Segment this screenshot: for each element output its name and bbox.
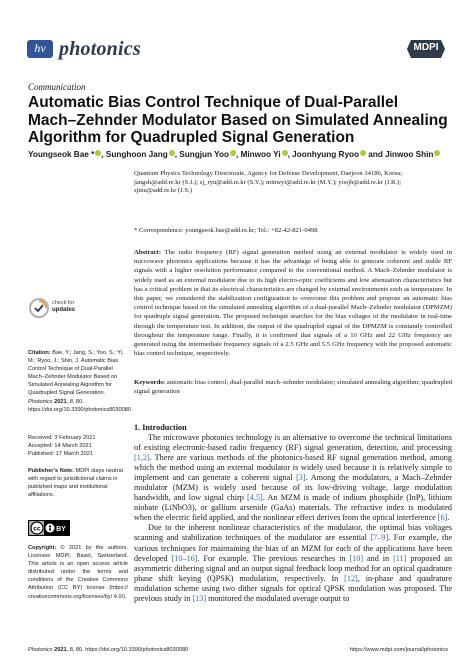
citation-link[interactable]: [3] <box>296 473 306 483</box>
author-name[interactable]: Sungjun Yoo <box>179 150 230 159</box>
cc-by-label: BY <box>56 526 66 533</box>
footer-year: 2021 <box>54 647 67 653</box>
paragraph: The microwave photonics technology is an alternative to overcome the technical limitations of existing electronic-based radio frequency (RF) signal generation, detection, and processing [1,2]. There are various methods of the photonics-based RF signal generation method, among which the method using an external modulator is widely used because it is relatively simple to implement and can generate a coherent signal [3]. Among the modulators, a Mach–Zehnder modulator (MZM) is widely used because of its low-driving voltage, large modulation bandwidth, and low signal chirp [4,5]. An MZM is made of indium phosphide (InP), lithium niobate (LiNbO3), or gallium arsenide (GaAs) materials. The refractive index is modulated when the electric field applied, and the nonlinear effect derives from the optical interference [6]. <box>134 433 452 523</box>
abstract-label: Abstract: <box>134 249 162 256</box>
affiliation-line: jangsh@add.re.kr (S.J.); sj_ryu@add.re.kr (S.Y.); minwyi@add.re.kr (M.Y.); yoojh@add.re.kr (J.R.); <box>134 178 402 186</box>
copyright-label: Copyright: <box>28 545 57 551</box>
affiliation-line: Quantum Physics Technology Directorate, Agency for Defense Development, Daejeon 34186, Korea; <box>134 170 403 177</box>
check-for-updates-button[interactable] <box>29 297 85 321</box>
citation-year: 2021 <box>54 398 67 405</box>
author-mark: * <box>88 150 95 159</box>
published-date: Published: 17 March 2021 <box>28 451 93 458</box>
citation-link[interactable]: [11] <box>393 553 407 563</box>
correspondence: * Correspondence: youngseok.bae@add.re.kr; Tel.: +82-42-821-0498 <box>134 227 318 234</box>
mdpi-logo <box>407 40 445 58</box>
copyright-notice <box>28 544 128 601</box>
journal-logo-text: hv <box>34 41 46 55</box>
citation-link[interactable]: [13] <box>192 593 207 603</box>
abstract <box>134 248 452 358</box>
citation-block: Citation: Bae, Y.; Jang, S.; Yoo, S.; Yi, M.; Ryoo, J.; Shin, J. Automatic Bias Control Technique of Dual-Parallel Mach–Zehnder Modulator Based on Simulated Annealing Algorithm for Quadrupled Signal Generation. Photonics 2021, 8, 80. https://doi.org/10.3390/photonics8030080 <box>28 350 131 413</box>
publisher-note <box>28 467 128 499</box>
accepted-date: Accepted: 14 March 2021 <box>28 443 92 450</box>
cc-label: cc <box>33 525 41 533</box>
author-name[interactable]: Minwoo Yi <box>240 150 281 159</box>
orcid-icon[interactable] <box>434 150 440 156</box>
keywords-label: Keywords: <box>134 379 166 386</box>
mdpi-logo-text: MDPI <box>413 42 439 53</box>
affiliation-line: sjinu@add.re.kr (J.S.) <box>134 187 192 195</box>
citation-link[interactable]: [7–9] <box>370 533 389 543</box>
citation-link[interactable]: [6] <box>437 513 448 523</box>
footer-journal-url[interactable]: https://www.mdpi.com/journal/photonics <box>349 647 448 653</box>
keywords-text: automatic bias control; dual-parallel mach–zehnder modulator; simulated annealing algorithm; quadrupled signal generation <box>134 379 453 396</box>
affiliation <box>134 170 454 196</box>
author-separator: and <box>366 150 386 159</box>
citation-label: Citation: <box>28 350 51 356</box>
footer-citation <box>28 647 188 653</box>
journal-logo <box>27 40 53 58</box>
journal-name: photonics <box>59 38 141 60</box>
footer-journal: Photonics <box>28 647 53 653</box>
section-heading: 1. Introduction <box>134 423 187 432</box>
article-type: Communication <box>28 82 86 92</box>
citation-doi[interactable]: , 80. https://doi.org/10.3390/photonics8030080 <box>28 398 131 413</box>
keywords <box>134 378 452 396</box>
citation-link[interactable]: [12] <box>344 573 358 583</box>
check-updates-icon <box>29 298 49 318</box>
citation-link[interactable]: [4,5] <box>247 493 263 503</box>
orcid-icon[interactable] <box>282 150 288 156</box>
citation-volume: 8 <box>69 398 73 405</box>
cc-by-license-badge[interactable] <box>28 520 70 536</box>
author-name[interactable]: Youngseok Bae <box>28 150 89 159</box>
orcid-icon[interactable] <box>169 150 175 156</box>
citation-journal: Photonics <box>28 398 53 405</box>
copyright-text: © 2021 by the authors. Licensee MDPI, Basel, Switzerland. This article is an open access article distributed under the terms and conditions of the Creative Commons Attribution (CC BY) license (https:// creativecommons.org/licenses/by/ 4.0/). <box>28 545 128 600</box>
paragraph: Due to the inherent nonlinear characteristics of the modulator, the optimal bias voltages scanning and stabilization techniques of the modulator are essential [7–9]. For example, the various techniques for maintaining the bias of an MZM for each of the applications have been developed [10–16]. For example. The previous researches in [10] and in [11] proposed an asymmetric dithering signal and an output signal feedback loop method for an optical quadrature phase shift keying (QPSK) modulation, respectively. In [12], in-phase and quadrature modulation scheme using two dither signals for optical QPSK modulation was proposed. The previous study in [13] monitored the modulated average output to <box>134 523 453 603</box>
author-name[interactable]: Joonhyung Ryoo <box>292 150 360 159</box>
article-title: Automatic Bias Control Technique of Dual-Parallel Mach–Zehnder Modulator Based on Simulated Annealing Algorithm for Quadrupled Signal Generation <box>28 94 448 146</box>
author-name[interactable]: Sunghoon Jang <box>105 150 168 159</box>
check-updates-line2: updates <box>52 307 76 313</box>
footer-doi[interactable]: , 8, 80. https://doi.org/10.3390/photonics8030080 <box>66 647 189 653</box>
citation-link[interactable]: [10] <box>349 553 364 563</box>
orcid-icon[interactable] <box>95 150 101 156</box>
author-name[interactable]: Jinwoo Shin <box>385 150 434 159</box>
received-date: Received: 3 February 2021 <box>28 435 96 441</box>
cc-by-icon <box>28 520 70 536</box>
publisher-note-text: MDPI stays neutral with regard to jurisdictional claims in published maps and institutional affiliations. <box>28 468 123 499</box>
orcid-icon[interactable] <box>230 150 236 156</box>
check-updates-line1: check for <box>52 300 75 306</box>
citation-link[interactable]: [1,2] <box>134 453 150 463</box>
article-dates <box>28 434 128 458</box>
author-list: Youngseok Bae * , Sunghoon Jang , Sungjun Yoo , Minwoo Yi , Joonhyung Ryoo and Jinwoo Shin <box>28 150 458 159</box>
introduction-body <box>134 433 452 604</box>
citation-text: Bae, Y.; Jang, S.; Yoo, S.; Yi, M.; Ryoo, J.; Shin, J. Automatic Bias Control Technique of Dual-Parallel Mach–Zehnder Modulator Based on Simulated Annealing Algorithm for Quadrupled Signal Generation. <box>28 350 124 397</box>
publisher-note-label: Publisher’s Note: <box>28 468 75 474</box>
abstract-text: The radio frequency (RF) signal generation method using an external modulator is widely used in microwave photonics applications because it has the advantage of being able to generate coherent and stable RF signals with a higher resolution performance compared to the conventional method. A Mach–Zehnder modulator is widely used as an external modulator due to its high electro-optic coefficients and low attenuation characteristics but has a critical problem in that its electrical characteristics are changed by external environments such as temperature. In this paper, we considered the stabilization configuration to overcome this problem and propose an automatic bias control technique based on the simulated annealing algorithm of a dual-parallel Mach–Zehnder modulator (DPMZM) for quadruple signal generation. The proposed technique searches for the bias voltages of the modulator in real-time through the temperature test. In addition, the output of the quadrupled signal of the DPMZM is constantly controlled throughout the temperature range. Finally, it is confirmed that signals of a 10 GHz and 22 GHz frequency are generated using the intermediate frequency signals of a 2.5 GHz and 5.5 GHz frequency with the proposed automatic bias control technique, respectively. <box>134 249 452 358</box>
citation-link[interactable]: [10–16] <box>171 553 198 563</box>
